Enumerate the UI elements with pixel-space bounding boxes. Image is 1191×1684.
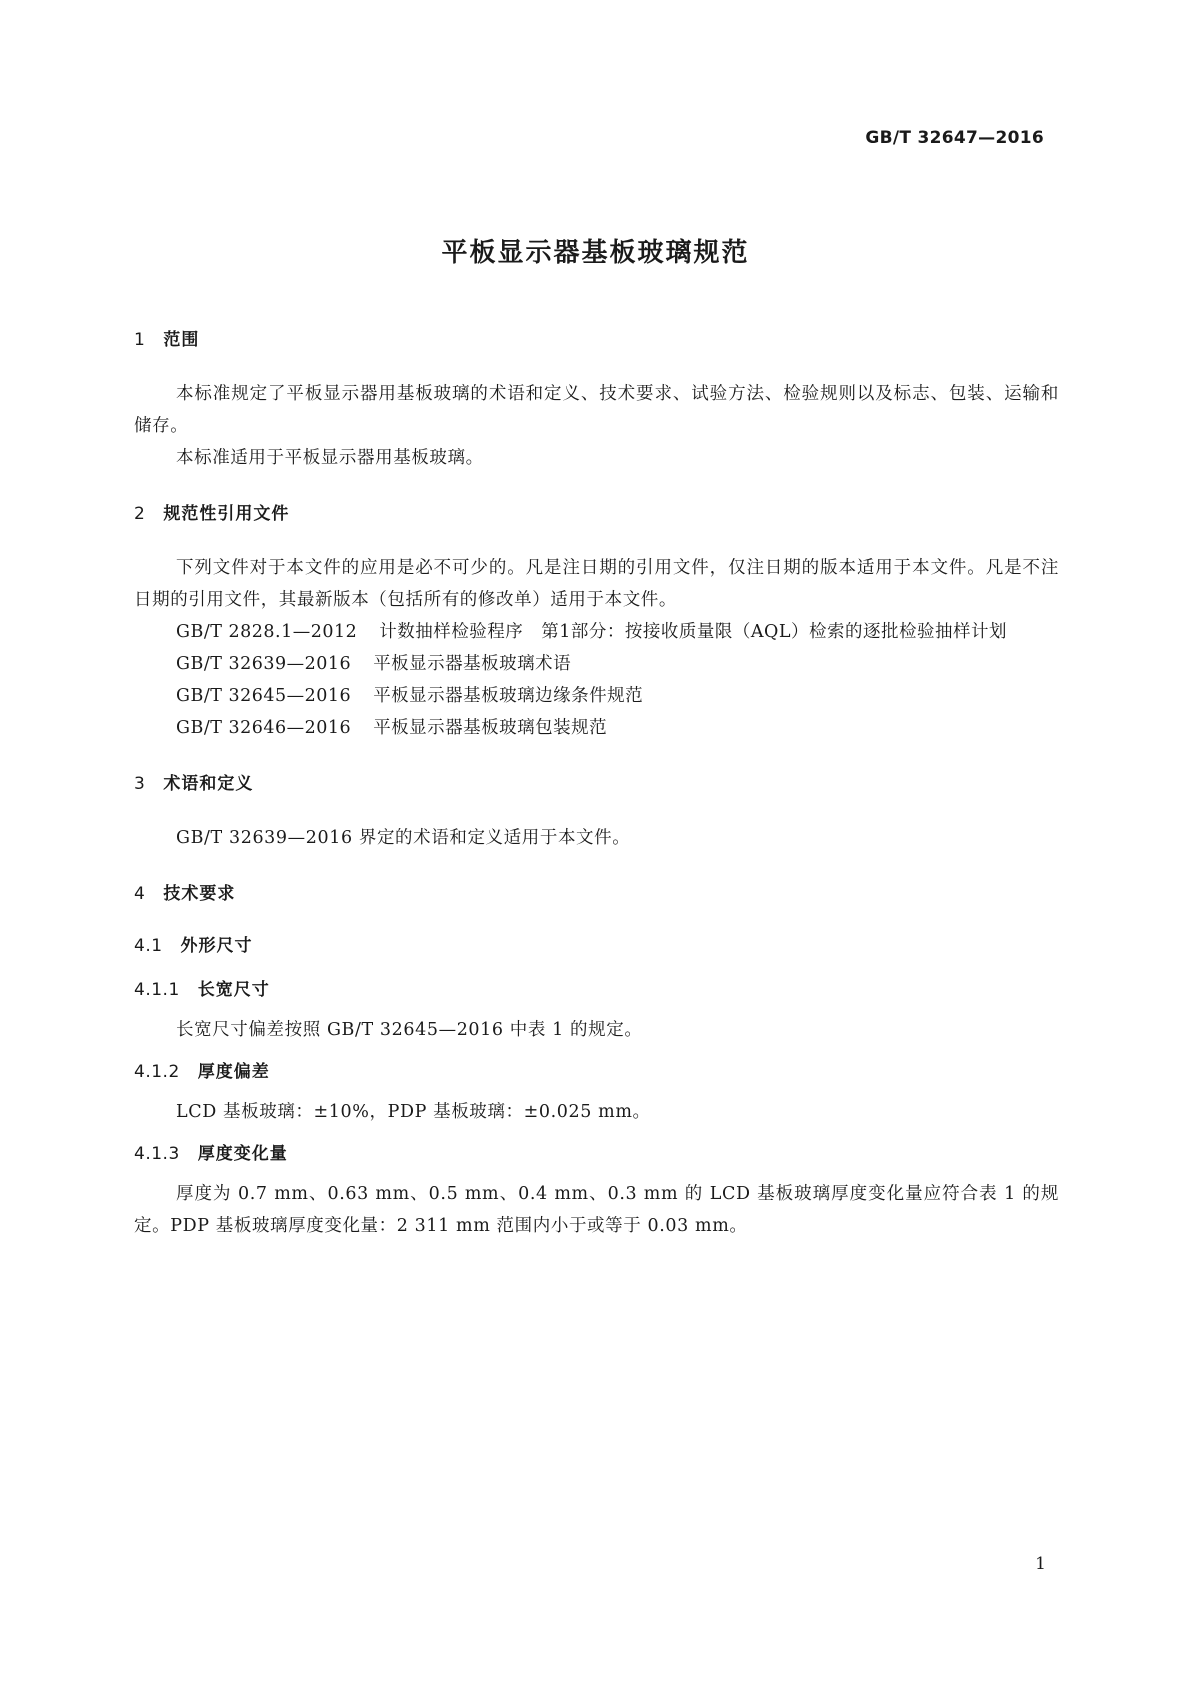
subsection-4-1-2-heading	[134, 1060, 1059, 1084]
standard-code: GB/T 32647—2016	[865, 128, 1044, 148]
section-title: 范围	[163, 330, 200, 350]
paragraph: 本标准适用于平板显示器用基板玻璃。	[176, 448, 484, 468]
reference-title: 计数抽样检验程序 第1部分：按接收质量限（AQL）检索的逐批检验抽样计划	[379, 622, 1007, 642]
subsection-4-1-3-heading	[134, 1142, 1059, 1166]
section-number: 4.1.1	[134, 980, 180, 1000]
reference-title: 平板显示器基板玻璃边缘条件规范	[373, 686, 644, 706]
paragraph: 厚度为 0.7 mm、0.63 mm、0.5 mm、0.4 mm、0.3 mm 的 LCD 基板玻璃厚度变化量应符合表 1 的规定。PDP 基板玻璃厚度变化量：2 311 mm 范围内小于或等于 0.03 mm。	[134, 1184, 1059, 1236]
section-3-heading	[134, 772, 1059, 796]
page-number: 1	[1035, 1554, 1046, 1574]
section-4-heading	[134, 882, 1059, 906]
subsection-4-1-1-heading	[134, 978, 1059, 1002]
paragraph: 长宽尺寸偏差按照 GB/T 32645—2016 中表 1 的规定。	[176, 1020, 643, 1040]
section-number: 3	[134, 774, 146, 794]
reference-item	[134, 648, 1059, 680]
reference-item	[134, 680, 1059, 712]
section-number: 4.1.3	[134, 1144, 180, 1164]
section-title: 长宽尺寸	[197, 980, 270, 1000]
reference-code: GB/T 32639—2016	[176, 654, 352, 674]
reference-code: GB/T 2828.1—2012	[176, 622, 358, 642]
subsection-4-1-heading	[134, 934, 1059, 958]
section-title: 厚度变化量	[197, 1144, 288, 1164]
section-number: 2	[134, 504, 146, 524]
reference-title: 平板显示器基板玻璃术语	[373, 654, 572, 674]
section-title: 术语和定义	[163, 774, 254, 794]
document-body	[134, 328, 1059, 1242]
paragraph: GB/T 32639—2016 界定的术语和定义适用于本文件。	[176, 828, 631, 848]
paragraph: 下列文件对于本文件的应用是必不可少的。凡是注日期的引用文件，仅注日期的版本适用于本文件。凡是不注日期的引用文件，其最新版本（包括所有的修改单）适用于本文件。	[134, 558, 1059, 610]
document-title: 平板显示器基板玻璃规范	[441, 238, 750, 268]
reference-title: 平板显示器基板玻璃包装规范	[373, 718, 608, 738]
reference-item	[134, 712, 1059, 744]
section-title: 技术要求	[163, 884, 236, 904]
section-title: 外形尺寸	[180, 936, 253, 956]
reference-item	[134, 616, 1059, 648]
section-title: 规范性引用文件	[163, 504, 290, 524]
section-1-heading	[134, 328, 1059, 352]
section-2-heading	[134, 502, 1059, 526]
reference-code: GB/T 32645—2016	[176, 686, 352, 706]
paragraph: 本标准规定了平板显示器用基板玻璃的术语和定义、技术要求、试验方法、检验规则以及标志、包装、运输和储存。	[134, 384, 1059, 436]
section-number: 1	[134, 330, 146, 350]
section-number: 4	[134, 884, 146, 904]
section-number: 4.1.2	[134, 1062, 180, 1082]
section-title: 厚度偏差	[197, 1062, 270, 1082]
section-number: 4.1	[134, 936, 163, 956]
reference-code: GB/T 32646—2016	[176, 718, 352, 738]
paragraph: LCD 基板玻璃：±10%，PDP 基板玻璃：±0.025 mm。	[176, 1102, 651, 1122]
